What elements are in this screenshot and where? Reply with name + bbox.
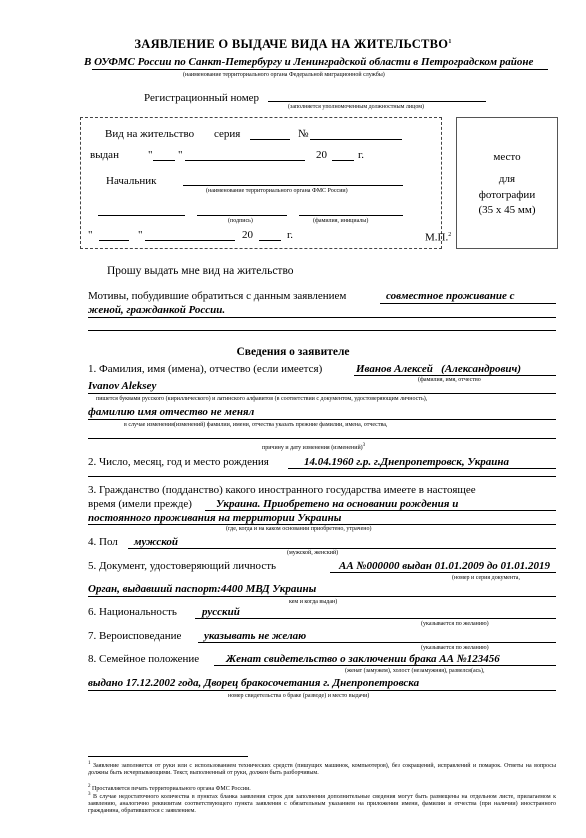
q1-reason-line [88, 438, 556, 439]
chief-label: Начальник [106, 175, 157, 187]
photo-line-3: фотографии [478, 189, 536, 201]
issued-month-line [185, 160, 305, 161]
footnote-3-text: В случае недостаточного количества в пунктах бланка заявления строк для заполнения дополнительные сведения могут быть размещены на отдельном листе, прилагаемом к заявлению, аналогично реквизитам соответствующего пункта заявления с обязательным указанием на приложении имени, фамилии и отчества (при наличии) иностранного гражданина, обратившегося с заявлением. [88, 794, 556, 814]
date-year-line [259, 240, 281, 241]
date-quote-open: " [88, 229, 93, 241]
q1-caption-4 [262, 442, 365, 452]
motives-value-1: совместное проживание с [386, 290, 515, 302]
q2-label: 2. Число, месяц, год и место рождения [88, 456, 269, 468]
q1-latin-line [88, 393, 556, 394]
date-year-suffix: г. [287, 229, 294, 241]
q4-line [128, 548, 556, 549]
q3-label-2: время (имели прежде) [88, 498, 192, 510]
q5-label: 5. Документ, удостоверяющий личность [88, 560, 277, 572]
q1-caption-3: в случае изменения(изменений) фамилии, имени, отчества указать прежние фамилии, имена, отчества, [124, 422, 388, 428]
seal-text: М.П. [425, 231, 449, 244]
q7-label: 7. Вероисповедание [88, 630, 182, 642]
signature-line-2 [197, 215, 287, 216]
photo-line-4: (35 х 45 мм) [478, 204, 536, 216]
permit-label: Вид на жительство [105, 128, 195, 140]
q5-caption-2: кем и когда выдан) [289, 599, 338, 605]
q4-label: 4. Пол [88, 536, 118, 548]
surname-caption: (фамилия, инициалы) [313, 218, 369, 224]
footnote-1-text: Заявление заполняется от руки или с использованием технических средств (пишущих машинок, компьютеров), без сокращений, исправлений и помарок. Ответы на вопросы должны быть исчерпывающими. Текст, выполненный от руки, должен быть разборчивым. [88, 763, 556, 776]
q1-change-value: фамилию имя отчество не менял [88, 406, 255, 418]
q3-value-1: Украина. Приобретено на основании рождения и [216, 498, 459, 510]
authority-caption: (наименование территориального органа Федеральной миграционной службы) [183, 72, 385, 78]
q8-value: Женат свидетельство о заключении брака АА №123456 [226, 653, 500, 665]
date-quote-close: " [138, 229, 143, 241]
q8-line-2 [88, 690, 556, 691]
q6-caption: (указывается по желанию) [421, 621, 489, 627]
q1-caption-2: пишется буквами русского (кириллического) и латинского алфавитов (в соответствии с документом, удостоверяющим личность), [96, 396, 428, 402]
issued-year-suffix: г. [358, 149, 365, 161]
q4-caption: (мужской, женский) [287, 550, 339, 556]
date-day-line [99, 240, 129, 241]
q8-label: 8. Семейное положение [88, 653, 200, 665]
title-footnote-mark: 1 [448, 38, 452, 45]
footnote-3 [88, 791, 556, 815]
footnote-2-text: Проставляется печать территориального органа ФМС России. [92, 786, 251, 792]
motives-line-3 [88, 330, 556, 331]
q1-change-line [88, 419, 556, 420]
motives-line-1 [380, 303, 556, 304]
photo-placeholder [456, 117, 558, 249]
title-text: ЗАЯВЛЕНИЕ О ВЫДАЧЕ ВИДА НА ЖИТЕЛЬСТВО [134, 37, 449, 51]
footnote-1 [88, 760, 556, 777]
footnote-1-mark: 1 [88, 761, 91, 766]
seal-label [425, 229, 451, 245]
q6-value: русский [202, 606, 240, 618]
authority-prefix: В [84, 56, 92, 68]
q3-line-1 [205, 510, 556, 511]
registration-caption: (заполняется уполномоченным должностным лицом) [288, 104, 425, 110]
q6-label: 6. Национальность [88, 606, 177, 618]
signature-line-1 [98, 215, 185, 216]
request-text: Прошу выдать мне вид на жительство [107, 265, 294, 277]
q1-line [354, 375, 556, 376]
q3-label-1: 3. Гражданство (подданство) какого иностранного государства имеете в настоящее [88, 484, 476, 496]
q2-line-2 [88, 476, 556, 477]
photo-line-1: место [493, 151, 521, 163]
motives-label: Мотивы, побудившие обратиться с данным заявлением [88, 290, 347, 302]
registration-line [268, 101, 486, 102]
issued-quote-open: " [148, 149, 153, 161]
issued-day-line [153, 160, 175, 161]
motives-line-2 [88, 317, 556, 318]
q5-value-2: Орган, выдавший паспорт:4400 МВД Украины [88, 583, 317, 595]
q8-line [214, 665, 556, 666]
q1-caption-4-text: причину и дату изменения (изменений) [262, 445, 363, 451]
section-title: Сведения о заявителе [236, 346, 350, 358]
series-line [250, 139, 290, 140]
footnote-separator [88, 756, 248, 757]
q5-line [330, 572, 556, 573]
surname-line [299, 215, 403, 216]
q1-label: 1. Фамилия, имя (имена), отчество (если имеется) [88, 363, 323, 375]
q3-line-2 [88, 524, 556, 525]
q7-caption: (указывается по желанию) [421, 645, 489, 651]
footnote-2-mark: 2 [88, 784, 91, 789]
q1-footnote-mark: 3 [362, 443, 366, 448]
q5-value: АА №000000 выдан 01.01.2009 до 01.01.2019 [339, 560, 551, 572]
q4-value: мужской [134, 536, 178, 548]
q7-line [198, 642, 556, 643]
registration-label: Регистрационный номер [144, 92, 260, 104]
authority-line [92, 69, 548, 70]
date-month-line [145, 240, 235, 241]
q1-caption-1: (фамилия, имя, отчество [418, 377, 481, 383]
date-year-prefix: 20 [242, 229, 253, 241]
motives-value-2: женой, гражданкой России. [88, 304, 226, 316]
q6-line [195, 618, 556, 619]
q8-caption-1: (женат (замужем), холост (незамужняя), развелся(ась), [345, 668, 485, 674]
q3-value-2: постоянного проживания на территории Украины [88, 512, 342, 524]
q1-value: Иванов Алексей (Александрович) [356, 363, 521, 375]
q8-value-2: выдано 17.12.2002 года, Дворец бракосочетания г. Днепропетровска [88, 677, 420, 689]
q5-caption-1: (номер и серия документа, [452, 575, 520, 581]
issued-label: выдан [90, 149, 119, 161]
q7-value: указывать не желаю [204, 630, 307, 642]
q3-caption: (где, когда и на каком основании приобретено, утрачено) [226, 526, 372, 532]
seal-footnote-mark: 2 [448, 232, 452, 238]
issued-year-line [332, 160, 354, 161]
document-title [0, 37, 586, 52]
q8-caption-2: номер свидетельства о браке (разводе) и место выдачи) [228, 693, 370, 699]
number-line [310, 139, 402, 140]
footnote-3-mark: 3 [88, 792, 91, 797]
q5-line-2 [88, 596, 556, 597]
authority-value: ОУФМС России по Санкт-Петербургу и Ленинградской области в Петроградском районе [94, 56, 534, 68]
series-label: серия [214, 128, 241, 140]
issued-year-prefix: 20 [316, 149, 327, 161]
issued-quote-close: " [178, 149, 183, 161]
authority-field [84, 56, 533, 69]
number-label: № [298, 128, 309, 140]
chief-caption: (наименование территориального органа ФМС России) [206, 188, 348, 194]
photo-line-2: для [498, 173, 516, 185]
q2-value: 14.04.1960 г.р. г.Днепропетровск, Украина [304, 456, 510, 468]
q2-line [288, 468, 556, 469]
q1-latin-value: Ivanov Aleksey [88, 380, 157, 392]
signature-caption: (подпись) [228, 218, 253, 224]
chief-line [183, 185, 403, 186]
